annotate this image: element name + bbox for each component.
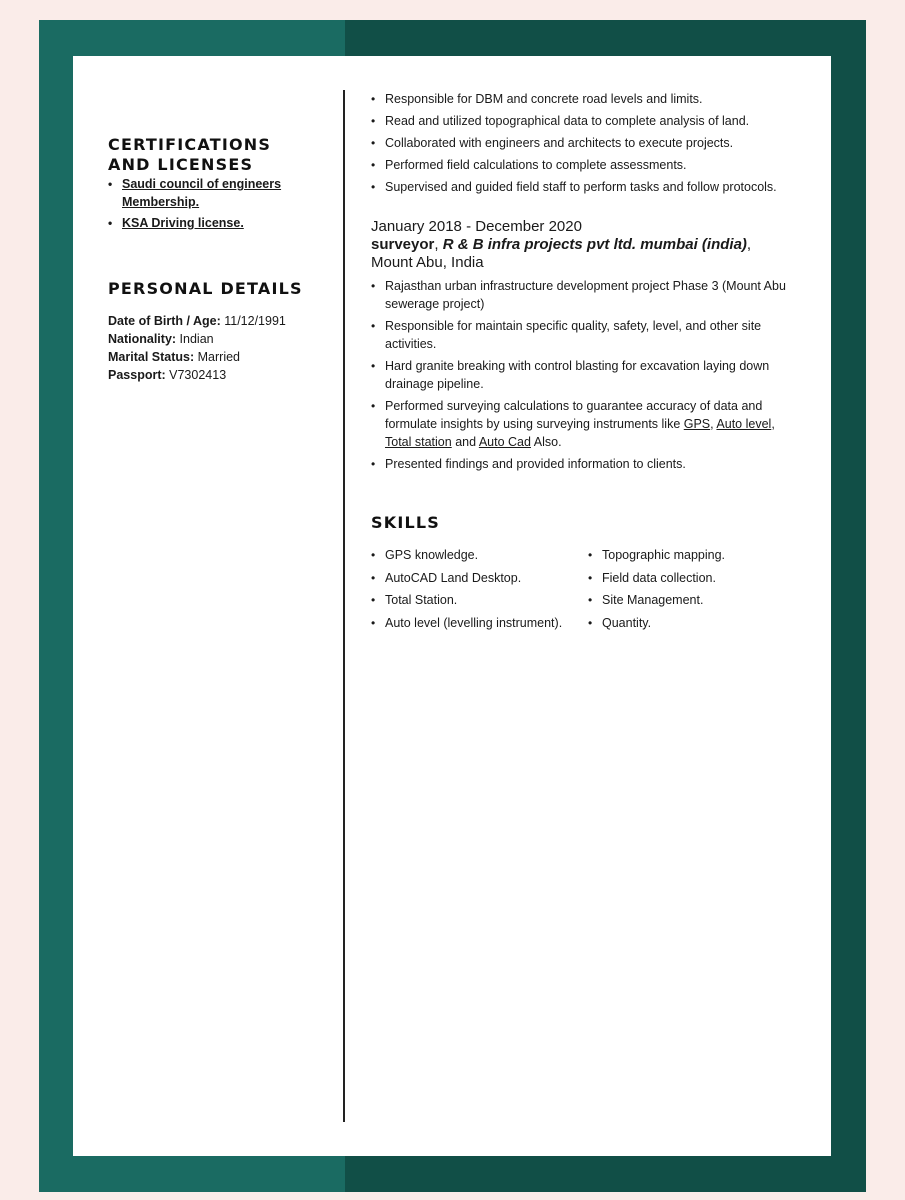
detail-value: Indian: [179, 332, 214, 346]
skill-text: Field data collection.: [602, 570, 716, 585]
certification-link[interactable]: KSA Driving license.: [122, 216, 244, 230]
job-dates: January 2018 - December 2020: [371, 218, 582, 235]
list-item: [371, 277, 796, 313]
bullet-icon: •: [371, 399, 376, 413]
job-trail: ,: [746, 236, 752, 253]
job-title-line: [371, 236, 796, 254]
list-item: [371, 112, 796, 130]
bullet-icon: •: [108, 177, 113, 191]
skill-text: Topographic mapping.: [602, 548, 725, 562]
bullet-icon: •: [588, 615, 593, 630]
skill-item: [371, 591, 588, 609]
column-divider: [343, 90, 345, 1122]
skill-text: AutoCAD Land Desktop.: [385, 570, 522, 585]
gps-link[interactable]: GPS: [683, 417, 711, 431]
detail-value: 11/12/1991: [224, 314, 286, 328]
job-company: R & B infra projects pvt ltd. mumbai (india): [442, 236, 747, 253]
list-item: [108, 214, 328, 232]
detail-row: [108, 366, 328, 384]
detail-row: [108, 330, 328, 348]
comma: ,: [710, 417, 717, 431]
detail-value: Married: [197, 350, 240, 364]
bullet-text: Performed field calculations to complete assessments.: [385, 158, 687, 172]
detail-label: Marital Status:: [108, 350, 195, 364]
skill-text: Auto level (levelling instrument).: [385, 615, 563, 630]
list-item: [371, 317, 796, 353]
detail-row: [108, 312, 328, 330]
bullet-text: Responsible for DBM and concrete road levels and limits.: [385, 92, 703, 106]
bullet-text: Responsible for maintain specific quality, safety, level, and other site activities.: [385, 319, 762, 351]
bullet-text: Hard granite breaking with control blasting for excavation laying down drainage pipeline.: [385, 359, 770, 391]
auto-level-link[interactable]: Auto level: [716, 417, 772, 431]
skill-item: [371, 569, 588, 587]
right-column: [371, 90, 796, 636]
bullet-icon: •: [371, 548, 376, 562]
skills-column-1: [371, 546, 588, 636]
bullet-icon: •: [371, 615, 376, 630]
detail-label: Date of Birth / Age:: [108, 314, 221, 328]
list-item: [108, 175, 328, 211]
bullet-icon: •: [371, 158, 376, 172]
bullet-icon: •: [371, 114, 376, 128]
personal-details-heading: PERSONAL DETAILS: [108, 279, 303, 298]
auto-cad-link[interactable]: Auto Cad: [478, 435, 531, 449]
certifications-list: [108, 175, 328, 232]
bullet-text: Supervised and guided field staff to perform tasks and follow protocols.: [385, 180, 777, 194]
bullet-icon: •: [371, 180, 376, 194]
skill-item: [588, 591, 788, 609]
skills-heading: SKILLS: [371, 513, 440, 532]
list-item: [371, 178, 796, 196]
personal-details-list: [108, 312, 328, 384]
left-column: [108, 135, 328, 384]
bullet-icon: •: [371, 319, 376, 333]
job-position: surveyor: [371, 236, 435, 253]
skills-grid: [371, 546, 796, 636]
job-bullets: [371, 277, 796, 473]
end-text: Also.: [530, 435, 562, 449]
bullet-icon: •: [588, 593, 593, 607]
certifications-heading-line2: AND LICENSES: [108, 155, 254, 174]
bullet-icon: •: [371, 570, 376, 585]
bullet-icon: •: [588, 570, 593, 585]
certification-link[interactable]: Saudi council of engineers: [122, 177, 282, 191]
previous-job-bullets: [371, 90, 796, 196]
list-item: [371, 156, 796, 174]
list-item: [371, 134, 796, 152]
bullet-text: Rajasthan urban infrastructure development project Phase 3 (Mount Abu sewerage project): [385, 279, 786, 311]
detail-row: [108, 348, 328, 366]
bullet-icon: •: [371, 457, 376, 471]
bullet-icon: •: [588, 548, 593, 562]
skill-item: [588, 614, 788, 632]
job-separator: ,: [434, 236, 443, 253]
skills-column-2: [588, 546, 788, 636]
job-location: Mount Abu, India: [371, 254, 484, 271]
job-entry: [371, 218, 796, 473]
bullet-text: Read and utilized topographical data to complete analysis of land.: [385, 114, 750, 128]
detail-value: V7302413: [169, 368, 227, 382]
detail-label: Nationality:: [108, 332, 177, 346]
bullet-text: Collaborated with engineers and architects to execute projects.: [385, 136, 734, 150]
skill-item: [371, 614, 588, 632]
skill-text: Site Management.: [602, 593, 704, 607]
detail-label: Passport:: [108, 368, 166, 382]
total-station-link[interactable]: Total station: [385, 435, 452, 449]
certifications-heading: [108, 135, 328, 175]
bullet-icon: •: [371, 279, 376, 293]
list-item: [371, 357, 796, 393]
skill-item: [371, 546, 588, 564]
skill-item: [588, 569, 788, 587]
certification-link-cont[interactable]: Membership.: [122, 195, 200, 209]
list-item: [371, 455, 796, 473]
skill-text: Total Station.: [385, 593, 458, 607]
skills-section: [371, 513, 796, 636]
skill-text: GPS knowledge.: [385, 548, 479, 562]
bullet-icon: •: [371, 359, 376, 373]
bullet-text: Performed surveying calculations to guarantee accuracy of data and formulate insights by using surveying instruments like: [385, 399, 763, 431]
certifications-heading-line1: CERTIFICATIONS: [108, 135, 272, 154]
bullet-text: Presented findings and provided information to clients.: [385, 457, 686, 471]
personal-details-section: [108, 279, 328, 384]
list-item: [371, 90, 796, 108]
bullet-icon: •: [108, 216, 113, 230]
bullet-icon: •: [371, 92, 376, 106]
list-item: [371, 397, 796, 451]
comma: ,: [771, 417, 775, 431]
skill-text: Quantity.: [602, 615, 652, 630]
bullet-icon: •: [371, 593, 376, 607]
and-text: and: [451, 435, 479, 449]
bullet-icon: •: [371, 136, 376, 150]
skill-item: [588, 546, 788, 564]
